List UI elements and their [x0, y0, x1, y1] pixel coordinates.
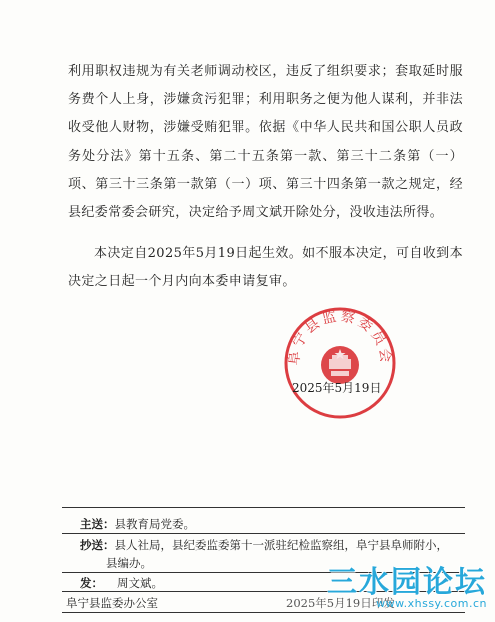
- footer-divider-top: [62, 507, 465, 508]
- cc-copy-label: 抄送：: [80, 538, 115, 552]
- footer-divider-1: [62, 533, 465, 534]
- seal-date-text: 2025年5月19日: [292, 381, 382, 395]
- watermark-url: www.xhssy.com.cn: [376, 597, 487, 610]
- office-name: 阜宁县监委办公室: [66, 596, 158, 610]
- cc-copy-value-line2: 县编办。: [106, 556, 152, 570]
- forum-watermark: [327, 567, 487, 610]
- issue-row: [80, 575, 163, 591]
- body-paragraph-1: 利用职权违规为有关老师调动校区，违反了组织要求；套取延时服务费个人上身，涉嫌贪污犯罪；利用职务之便为他人谋利，并非法收受他人财物，涉嫌受贿犯罪。依据《中华人民共和国公职人员政务处分法》第十五条、第二十五条第一款、第三十二条第（一）项、第三十三条第一款第（一）项、第三十四条第一款之规定，经县纪委常委会研究，决定给予周文斌开除处分，没收违法所得。: [68, 64, 463, 221]
- print-date: 2025年5月19日印发: [286, 596, 395, 610]
- footer-divider-bottom: [62, 612, 465, 613]
- official-seal: [282, 305, 398, 421]
- cc-main-label: 主送：: [80, 517, 115, 531]
- body-paragraph-2: 本决定自2025年5月19日起生效。如不服本决定，可自收到本决定之日起一个月内向本委申请复审。: [68, 246, 463, 290]
- issue-label: 发：: [80, 576, 103, 590]
- seal-text: 阜宁县监察委员会: [286, 308, 394, 367]
- issue-value: 周文斌。: [117, 576, 163, 590]
- cc-copy-row: [80, 537, 448, 553]
- cc-main-value: 县教育局党委。: [114, 517, 195, 531]
- cc-main-row: [80, 516, 195, 532]
- cc-copy-value-line1: 县人社局，县纪委监委第十一派驻纪检监察组，阜宁县阜师附小，: [114, 538, 448, 552]
- watermark-title: 三水园论坛: [327, 565, 487, 600]
